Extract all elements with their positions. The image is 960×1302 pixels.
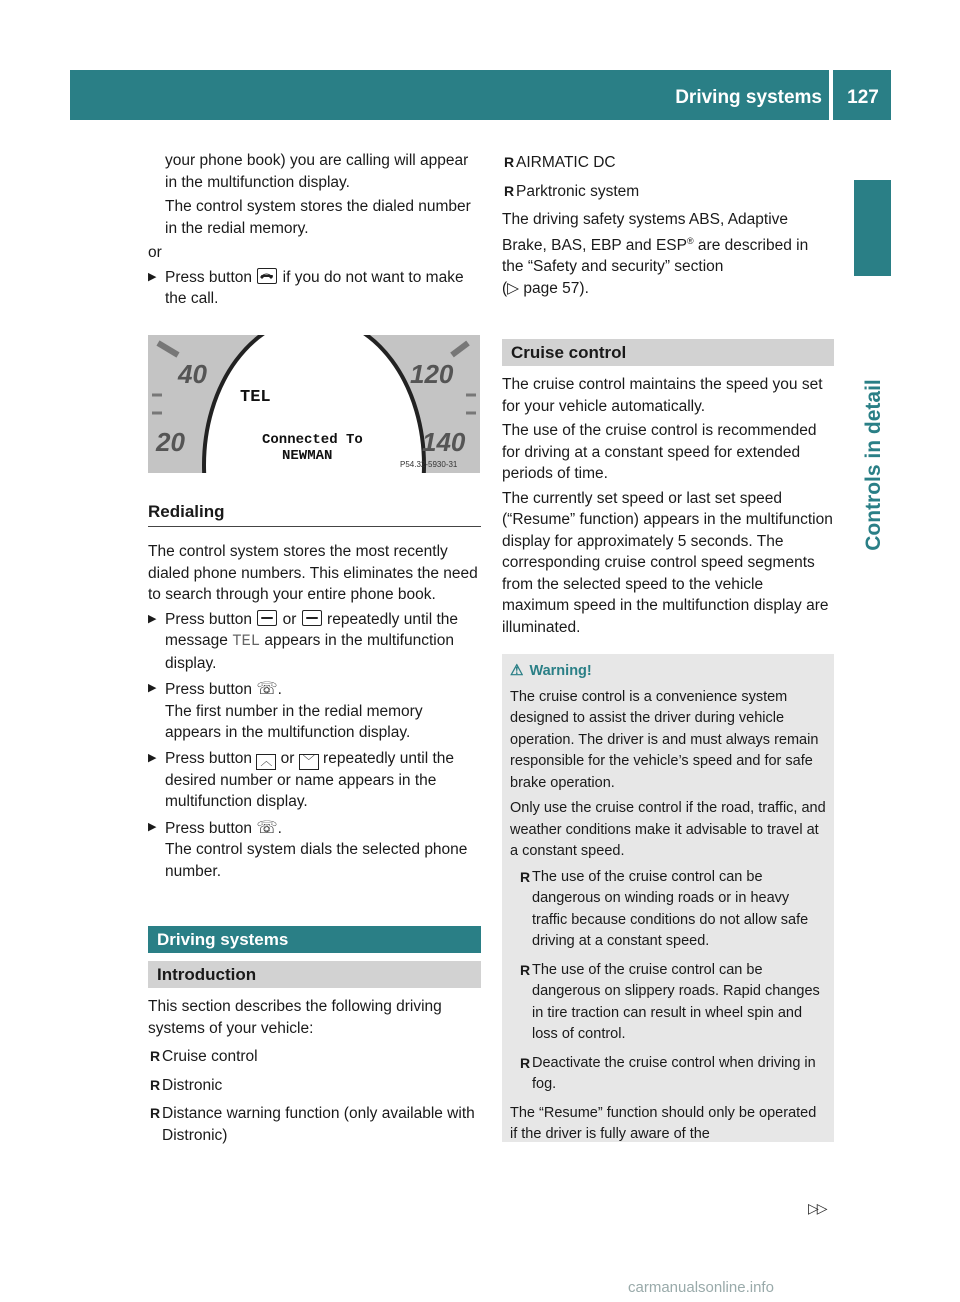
introduction-banner: Introduction <box>148 961 481 988</box>
driving-systems-banner: Driving systems <box>148 926 481 953</box>
cruise-control-banner: Cruise control <box>502 339 834 366</box>
header-divider <box>829 70 833 120</box>
list-item: R Distance warning function (only available with Distronic) <box>150 1105 475 1144</box>
or-label: or <box>148 244 162 261</box>
intro-paragraph-2: The control system stores the dialed number in the redial memory. <box>165 198 471 237</box>
display-page-down-icon <box>302 610 322 626</box>
step-1: ▶ Press button or repeatedly until the message TEL appears in the multifunction display. <box>148 610 459 672</box>
warning-heading: ⚠ Warning! <box>510 662 592 680</box>
page-reference: (▷ page 57). <box>502 279 589 297</box>
warning-list-item: R Deactivate the cruise control when driving in fog. <box>520 1054 816 1093</box>
page-title: Driving systems <box>675 87 822 108</box>
chapter-label: Controls in detail <box>862 379 885 551</box>
warning-list-item: R The use of the cruise control can be dangerous on slippery roads. Rapid changes in tire traction can result in wheel spin and loss of control. <box>520 961 820 1043</box>
chapter-tab <box>854 180 891 276</box>
continue-marker: ▷▷ <box>808 1200 826 1216</box>
speed-140: 140 <box>422 426 466 457</box>
list-item: R Parktronic system <box>504 182 640 200</box>
safety-paragraph: The driving safety systems ABS, Adaptive Brake, BAS, EBP and ESP® are described in the “Safety and security” section <box>502 211 809 276</box>
figure-code: P54.32-5930-31 <box>400 459 458 469</box>
list-item: R AIRMATIC DC <box>504 154 616 171</box>
page-number: 127 <box>847 87 879 108</box>
step-4: ▶ Press button ☏. The control system dials the selected phone number. <box>148 817 468 880</box>
phone-send-icon: ☏ <box>256 679 278 698</box>
phone-send-icon: ☏ <box>256 817 278 837</box>
display-page-up-icon <box>257 610 277 626</box>
list-item: R Distronic <box>150 1076 223 1094</box>
cruise-paragraph-1: The cruise control maintains the speed you set for your vehicle automatically. <box>502 376 823 415</box>
left-column <box>148 150 481 1153</box>
warning-paragraph-3: The “Resume” function should only be operated if the driver is fully aware of the <box>510 1104 817 1143</box>
intro-text: This section describes the following driving systems of your vehicle: <box>148 998 442 1037</box>
step-2: ▶ Press button ☏. The first number in the redial memory appears in the multifunction display. <box>148 679 423 741</box>
warning-paragraph-1: The cruise control is a convenience system designed to assist the driver during vehicle operation. The driver is and must always remain responsible for the vehicle’s speed and for safe brake operation. <box>510 688 819 791</box>
warning-list-item: R The use of the cruise control can be dangerous on winding roads or in heavy traffic because conditions do not allow safe driving at a constant speed. <box>520 868 809 950</box>
redialing-text: The control system stores the most recently dialed phone numbers. This eliminates the need to search through your entire phone book. <box>148 543 478 603</box>
step-arrow-icon: ▶ <box>148 270 157 283</box>
step-end-call: ▶ Press button if you do not want to make the call. <box>148 268 464 307</box>
step-arrow-icon: ▶ <box>148 751 157 764</box>
speed-40: 40 <box>178 358 207 389</box>
warning-paragraph-2: Only use the cruise control if the road, traffic, and weather conditions make it advisable to travel at a constant speed. <box>510 800 826 860</box>
plus-key-icon: ﹀ <box>299 754 319 770</box>
display-tel: TEL <box>240 387 271 407</box>
step-3: ▶ Press button ︿ or ﹀ repeatedly until the desired number or name appears in the multifunction display. <box>148 749 455 810</box>
step-arrow-icon: ▶ <box>148 820 157 833</box>
cruise-paragraph-3: The currently set speed or last set speed (“Resume” function) appears in the multifunction display for approximately 5 seconds. The corresponding cruise control speed segments from the selected speed to the vehicle maximum speed in the multifunction display are illuminated. <box>502 489 833 636</box>
speed-120: 120 <box>410 358 454 389</box>
speed-20: 20 <box>156 426 185 457</box>
display-line-1: Connected To <box>262 431 363 448</box>
right-column <box>502 152 834 1142</box>
minus-key-icon: ︿ <box>256 754 276 770</box>
watermark: carmanualsonline.info <box>628 1279 774 1296</box>
intro-paragraph-1: your phone book) you are calling will appear in the multifunction display. <box>165 152 469 191</box>
step-arrow-icon: ▶ <box>148 682 157 694</box>
warning-triangle-icon: ⚠ <box>510 662 524 680</box>
display-line-2: NEWMAN <box>282 447 333 464</box>
step-arrow-icon: ▶ <box>148 612 157 625</box>
list-item: R Cruise control <box>150 1048 258 1065</box>
redialing-heading: Redialing <box>148 501 481 528</box>
multifunction-display-figure <box>148 335 480 473</box>
warning-box <box>502 654 834 1142</box>
phone-hangup-icon <box>257 268 277 284</box>
cruise-paragraph-2: The use of the cruise control is recommended for driving at a constant speed for extended periods of time. <box>502 422 817 483</box>
